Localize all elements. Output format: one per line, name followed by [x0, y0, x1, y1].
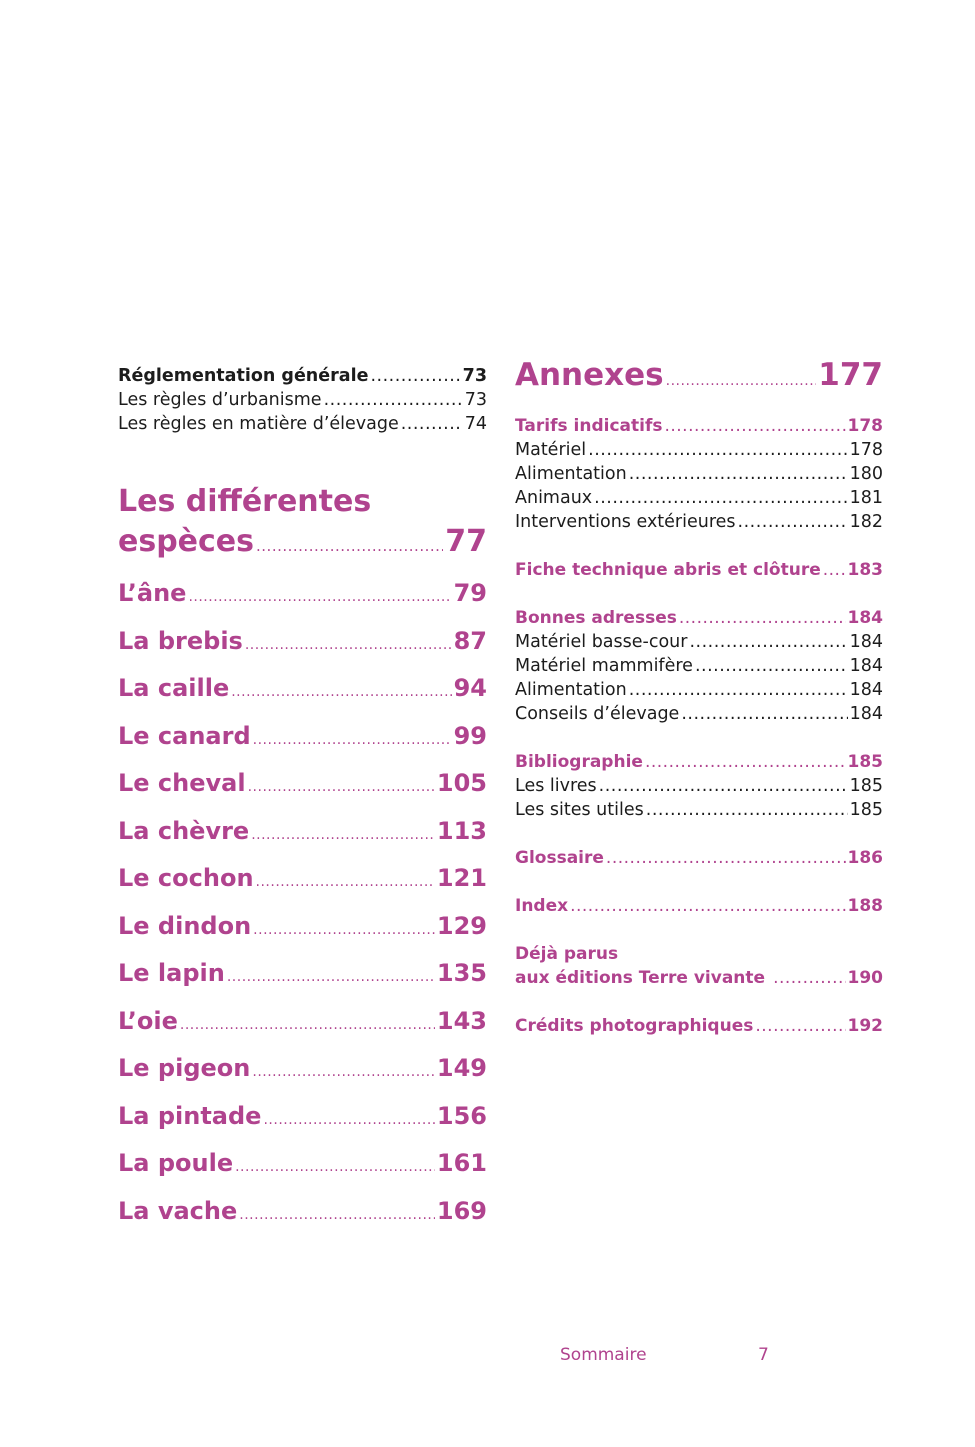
toc-entry-reglementation-generale[interactable] [118, 364, 487, 388]
leader-dots [666, 360, 817, 402]
toc-entry-fiche-technique[interactable] [515, 558, 883, 582]
leader-dots [253, 912, 435, 948]
species-page: 99 [453, 721, 487, 750]
species-page: 94 [453, 674, 487, 702]
leader-dots [263, 1102, 434, 1138]
leader-dots [188, 579, 451, 615]
section-page: 178 [847, 416, 883, 436]
toc-entry-sub[interactable] [515, 798, 883, 822]
species-list [118, 575, 487, 1240]
toc-entry-bibliographie[interactable] [515, 750, 883, 774]
toc-entry-page: 73 [462, 366, 487, 386]
sub-page: 185 [849, 800, 883, 820]
section-label: Fiche technique abris et clôture [515, 560, 821, 580]
footer-section-title: Sommaire [560, 1345, 647, 1365]
leader-dots [231, 674, 451, 710]
toc-entry-species[interactable] [118, 718, 487, 766]
leader-dots [252, 1054, 435, 1090]
leader-dots [251, 817, 435, 853]
species-label: L’âne [118, 579, 187, 607]
sub-page: 185 [849, 776, 883, 796]
toc-entry-deja-parus[interactable] [515, 942, 883, 990]
leader-dots [370, 364, 460, 388]
leader-dots [180, 1007, 435, 1043]
species-label: La poule [118, 1149, 234, 1177]
species-label: La vache [118, 1196, 238, 1225]
leader-dots [689, 630, 847, 654]
toc-entry-species[interactable] [118, 670, 487, 718]
toc-entry-regles-elevage[interactable] [118, 412, 487, 436]
leader-dots [629, 678, 848, 702]
leader-dots [645, 750, 846, 774]
section-label-line1: Déjà parus [515, 944, 619, 964]
footer-page-number: 7 [758, 1345, 769, 1365]
toc-entry-sub[interactable] [515, 462, 883, 486]
leader-dots [256, 864, 435, 900]
species-label: Le cochon [118, 864, 254, 892]
toc-entry-species[interactable] [118, 1003, 487, 1051]
species-label: La pintade [118, 1101, 262, 1130]
leader-dots [664, 414, 845, 438]
leader-dots [823, 558, 846, 582]
leader-dots [245, 627, 452, 663]
toc-entry-annexes[interactable] [515, 354, 883, 402]
species-label: La caille [118, 674, 230, 702]
toc-entry-regles-urbanisme[interactable] [118, 388, 487, 412]
sub-label: Conseils d’élevage [515, 704, 680, 724]
leader-dots [679, 606, 846, 630]
section-label: Tarifs indicatifs [515, 416, 663, 436]
toc-entry-species[interactable] [118, 1145, 487, 1193]
especes-page: 77 [445, 524, 487, 559]
section-page: 190 [847, 968, 883, 988]
species-page: 79 [453, 579, 487, 607]
toc-entry-species[interactable] [118, 813, 487, 861]
especes-title-line2: espèces [118, 524, 255, 559]
sub-label: Animaux [515, 488, 593, 508]
species-page: 113 [436, 816, 487, 845]
sub-label: Les livres [515, 776, 597, 796]
sub-label: Alimentation [515, 464, 627, 484]
leader-dots [629, 462, 848, 486]
toc-entry-species[interactable] [118, 1050, 487, 1098]
leader-dots [606, 846, 846, 870]
species-page: 87 [453, 626, 487, 655]
species-label: Le lapin [118, 959, 225, 987]
toc-entry-species[interactable] [118, 1098, 487, 1146]
leader-dots [588, 438, 847, 462]
sub-label: Les sites utiles [515, 800, 644, 820]
sub-label: Matériel basse-cour [515, 632, 688, 652]
especes-heading[interactable] [118, 482, 487, 566]
toc-entry-label: Réglementation générale [118, 366, 369, 386]
leader-dots [227, 959, 435, 995]
section-label: Glossaire [515, 848, 604, 868]
leader-dots [253, 722, 452, 758]
section-label: Index [515, 896, 569, 916]
sub-page: 178 [849, 440, 883, 460]
sub-label: Matériel [515, 440, 587, 460]
section-page: 185 [847, 752, 883, 772]
toc-entry-index[interactable] [515, 894, 883, 918]
toc-entry-species[interactable] [118, 1193, 487, 1241]
toc-entry-sub[interactable] [515, 654, 883, 678]
toc-entry-species[interactable] [118, 623, 487, 671]
species-label: L’oie [118, 1006, 178, 1035]
species-label: La brebis [118, 626, 243, 655]
species-page: 105 [436, 769, 487, 797]
leader-dots [570, 894, 845, 918]
species-page: 161 [436, 1149, 487, 1177]
leader-dots [681, 702, 847, 726]
leader-dots [755, 1014, 845, 1038]
toc-entry-label: Les règles d’urbanisme [118, 390, 322, 410]
species-label: Le cheval [118, 769, 246, 797]
leader-dots [773, 966, 845, 990]
toc-entry-species[interactable] [118, 955, 487, 1003]
toc-entry-sub[interactable] [515, 510, 883, 534]
toc-entry-credits[interactable] [515, 1014, 883, 1038]
sub-page: 180 [849, 464, 883, 484]
species-label: La chèvre [118, 816, 250, 845]
species-label: Le canard [118, 721, 251, 750]
sub-page: 181 [849, 488, 883, 508]
leader-dots [738, 510, 848, 534]
species-label: Le pigeon [118, 1054, 251, 1082]
toc-entry-species[interactable] [118, 575, 487, 623]
section-page: 188 [847, 896, 883, 916]
leader-dots [646, 798, 848, 822]
leader-dots [239, 1197, 435, 1233]
species-page: 135 [436, 959, 487, 987]
species-label: Le dindon [118, 911, 252, 940]
leader-dots [401, 412, 463, 436]
leader-dots [594, 486, 847, 510]
toc-entry-sub[interactable] [515, 438, 883, 462]
leader-dots [248, 769, 435, 805]
species-page: 121 [436, 864, 487, 892]
sub-page: 184 [849, 704, 883, 724]
especes-title-row [118, 522, 487, 566]
deja-parus-row [515, 966, 883, 990]
section-label: Bibliographie [515, 752, 643, 772]
sub-label: Alimentation [515, 680, 627, 700]
toc-entry-sub[interactable] [515, 702, 883, 726]
section-page: 192 [847, 1016, 883, 1036]
leader-dots [256, 526, 443, 566]
toc-entry-glossaire[interactable] [515, 846, 883, 870]
toc-entry-sub[interactable] [515, 630, 883, 654]
leader-dots [695, 654, 848, 678]
species-page: 143 [436, 1006, 487, 1035]
section-page: 186 [847, 848, 883, 868]
sub-page: 184 [849, 632, 883, 652]
reglementation-block [118, 364, 487, 436]
toc-entry-species[interactable] [118, 860, 487, 908]
leader-dots [599, 774, 848, 798]
especes-title-line1: Les différentes [118, 484, 372, 519]
annexes-page: 177 [818, 357, 883, 393]
sub-page: 184 [849, 656, 883, 676]
toc-left-column [118, 364, 487, 1240]
sub-label: Interventions extérieures [515, 512, 736, 532]
section-page: 184 [847, 608, 883, 628]
toc-entry-species[interactable] [118, 908, 487, 956]
sub-page: 184 [849, 680, 883, 700]
section-page: 183 [847, 560, 883, 580]
toc-entry-sub[interactable] [515, 774, 883, 798]
species-page: 156 [436, 1101, 487, 1130]
toc-entry-species[interactable] [118, 765, 487, 813]
annexes-title: Annexes [515, 357, 664, 393]
toc-entry-page: 73 [464, 390, 487, 410]
toc-entry-bonnes-adresses[interactable] [515, 606, 883, 630]
sub-page: 182 [849, 512, 883, 532]
section-label: Bonnes adresses [515, 608, 677, 628]
leader-dots [235, 1149, 435, 1185]
sub-label: Matériel mammifère [515, 656, 693, 676]
leader-dots [324, 388, 463, 412]
toc-right-column [515, 354, 883, 1038]
toc-entry-tarifs-indicatifs[interactable] [515, 414, 883, 438]
section-label: Crédits photographiques [515, 1016, 754, 1036]
toc-entry-sub[interactable] [515, 678, 883, 702]
toc-entry-page: 74 [464, 414, 487, 434]
species-page: 149 [436, 1054, 487, 1082]
toc-entry-label: Les règles en matière d’élevage [118, 414, 399, 434]
species-page: 169 [436, 1196, 487, 1225]
section-label-line2: aux éditions Terre vivante [515, 968, 766, 988]
species-page: 129 [436, 911, 487, 940]
toc-entry-sub[interactable] [515, 486, 883, 510]
